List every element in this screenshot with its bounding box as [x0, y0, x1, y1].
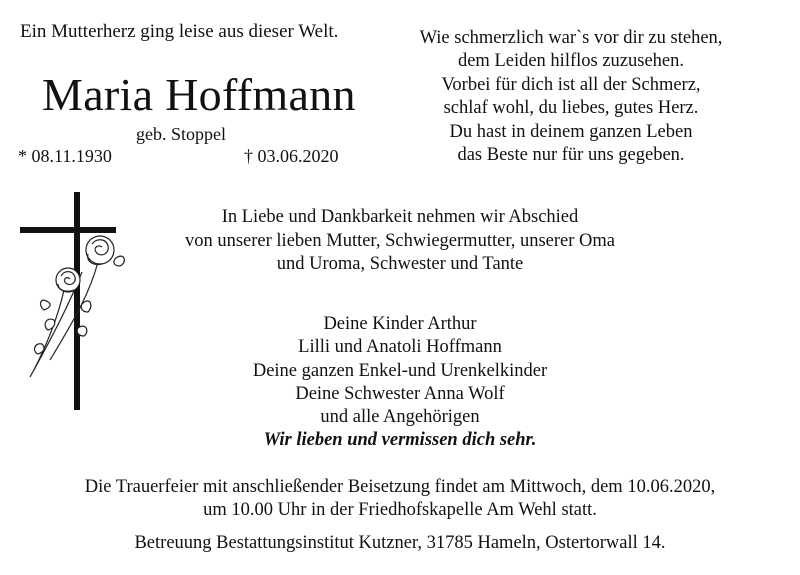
poem-line: Wie schmerzlich war`s vor dir zu stehen, [419, 28, 723, 48]
family-line: Deine Kinder Arthur [323, 314, 477, 334]
maiden-name: geb. Stoppel [136, 124, 226, 144]
intro-line: Ein Mutterherz ging leise aus dieser Welt. [20, 21, 339, 42]
farewell-text [30, 206, 770, 277]
farewell-line: von unserer lieben Mutter, Schwiegermutter, unserer Oma [184, 230, 616, 251]
deceased-name: Maria Hoffmann [42, 69, 356, 120]
poem [388, 27, 754, 167]
family-line: Deine ganzen Enkel-und Urenkelkinder [252, 360, 548, 381]
family-line: Lilli und Anatoli Hoffmann [298, 337, 502, 358]
farewell-line: In Liebe und Dankbarkeit nehmen wir Abschied [221, 207, 579, 227]
poem-line: dem Leiden hilflos zuzusehen. [457, 51, 685, 72]
poem-line: das Beste nur für uns gegeben. [457, 145, 685, 166]
farewell-line: und Uroma, Schwester und Tante [276, 254, 524, 274]
service-line: Die Trauerfeier mit anschließender Beisetzung findet am Mittwoch, dem 10.06.2020, [84, 477, 716, 497]
poem-line: Vorbei für dich ist all der Schmerz, [441, 74, 701, 95]
family-list [30, 313, 770, 453]
service-info [0, 476, 800, 522]
family-line: und alle Angehörigen [320, 407, 480, 428]
death-date: † 03.06.2020 [244, 146, 339, 166]
birth-date: * 08.11.1930 [18, 146, 112, 166]
poem-line: schlaf wohl, du liebes, gutes Herz. [443, 98, 699, 119]
poem-line: Du hast in deinem ganzen Leben [449, 121, 693, 142]
family-line: Deine Schwester Anna Wolf [295, 383, 505, 404]
motto: Wir lieben und vermissen dich sehr. [263, 430, 537, 451]
undertaker-info: Betreuung Bestattungsinstitut Kutzner, 31785 Hameln, Ostertorwall 14. [134, 533, 666, 553]
service-line: um 10.00 Uhr in der Friedhofskapelle Am Wehl statt. [203, 500, 597, 520]
